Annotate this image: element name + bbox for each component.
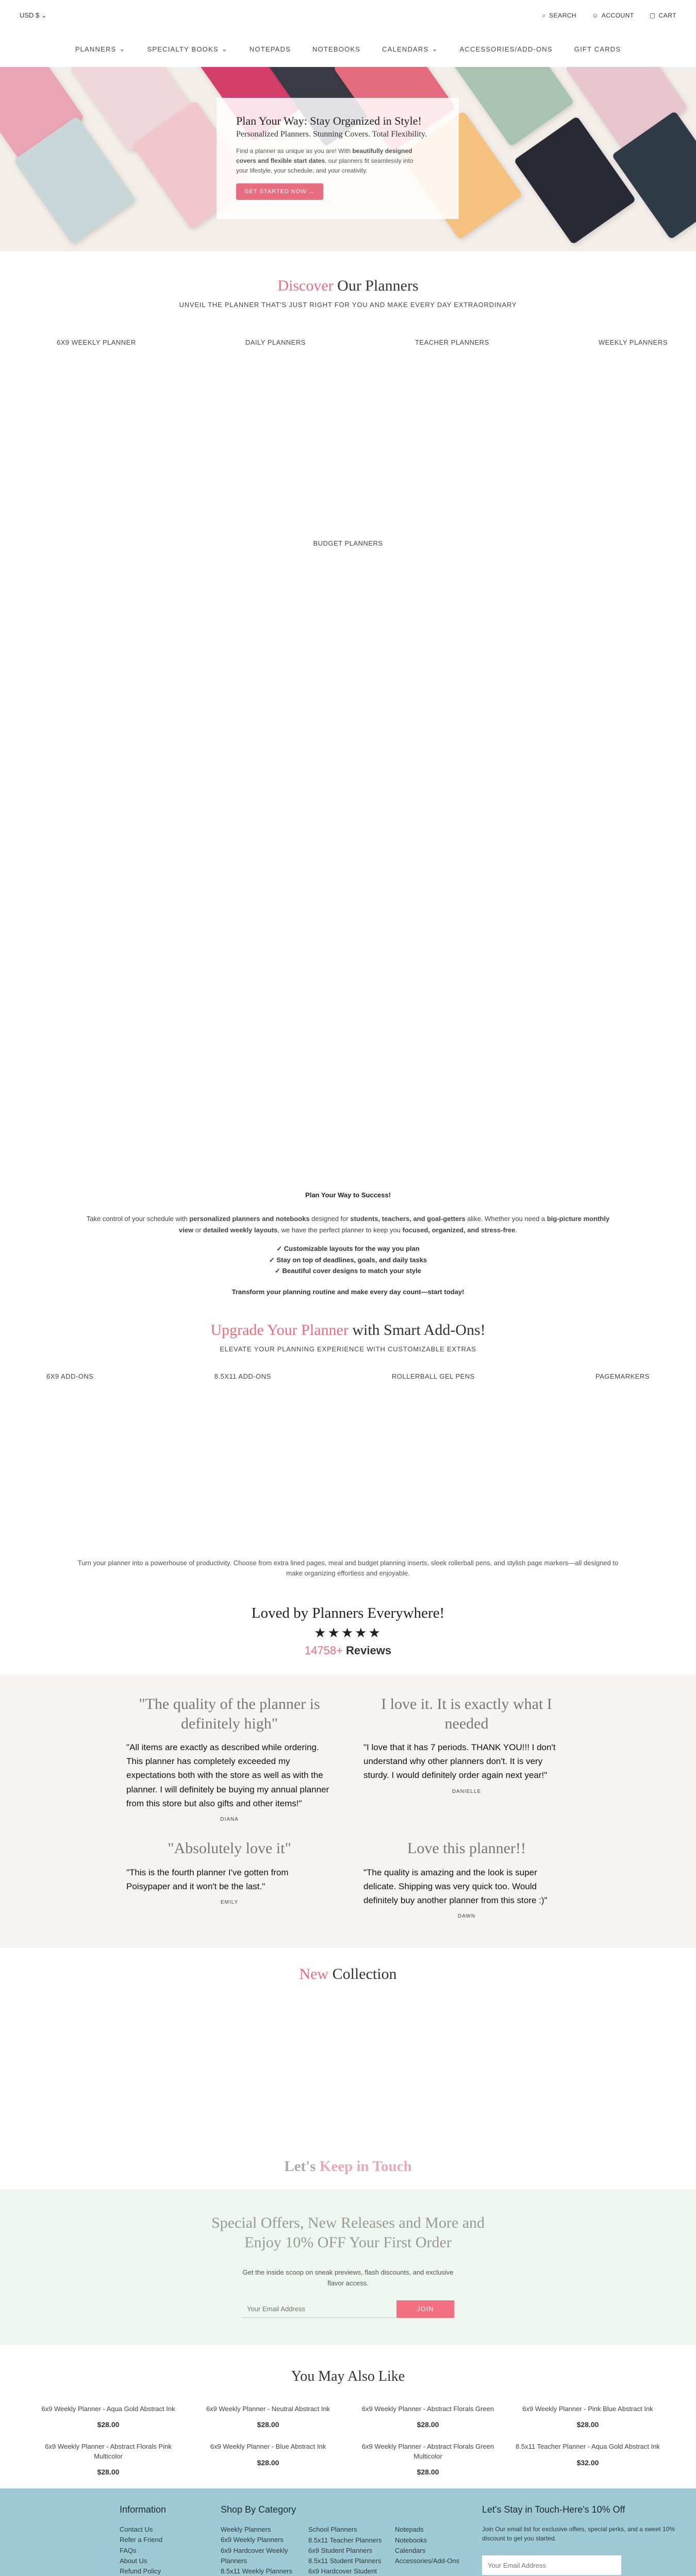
footer-shop-col2 [308,2524,391,2576]
testimonial-body: "The quality is amazing and the look is super delicate. Shipping was very quick too. Would definitely buy another planner from this store :)" [363,1867,548,1905]
discover-subtitle: UNVEIL THE PLANNER THAT'S JUST RIGHT FOR YOU AND MAKE EVERY DAY EXTRAORDINARY [179,301,517,309]
keep-in-touch-title [0,2158,696,2175]
signup-body: Get the inside scoop on sneak previews, flash discounts, and exclusive flavor access. [242,2268,454,2287]
footer-link[interactable]: About Us [120,2556,147,2565]
site-footer [0,2488,696,2576]
nav-item-gift-cards[interactable] [574,45,621,53]
tab-teacher[interactable]: TEACHER PLANNERS [415,338,489,346]
para-text: designed for [309,1215,351,1223]
reviews-count[interactable] [0,1644,696,1657]
chevron-down-icon: ⌄ [432,45,438,53]
benefit-item: ✓ Stay on top of deadlines, goals, and daily tasks [269,1256,427,1264]
testimonials-section [0,1675,696,1948]
also-like-title: You May Also Like [291,2368,405,2384]
search-icon: ⌕ [542,11,546,19]
product-card[interactable] [196,2442,340,2477]
nav-label: PLANNERS [75,45,117,53]
para-text: . [515,1226,518,1234]
para-bold: detailed weekly layouts [203,1226,278,1234]
product-price: $28.00 [97,2420,120,2429]
product-price: $32.00 [576,2458,599,2467]
user-icon: ☺ [592,12,599,19]
testimonial-card [111,1831,348,1927]
product-price: $28.00 [257,2420,279,2429]
hero-body-bold: beautifully designed covers and flexible start dates [236,147,412,165]
new-collection-title [0,1965,696,1983]
title-accent: Keep in Touch [319,2158,412,2175]
signup-join-button[interactable]: JOIN [396,2300,454,2318]
footer-heading: Let's Stay in Touch-Here's 10% Off [482,2504,625,2515]
footer-link[interactable]: Accessories/Add-Ons [395,2556,459,2565]
title-rest: Collection [328,1965,397,1983]
testimonial-body: "All items are exactly as described while ordering. This planner has completely exceeded my expectations both with the store as well as with the planner. I will definitely be buying my annual planner from this store but also gifts and other items!" [126,1742,329,1808]
success-paragraph [80,1213,616,1236]
para-bold: students, teachers, and goal-getters [350,1215,466,1223]
reviews-title: Loved by Planners Everywhere! [251,1605,445,1622]
footer-link[interactable]: School Planners [308,2526,357,2534]
title-accent: Discover [277,277,334,294]
footer-information [120,2503,202,2576]
tab-budget[interactable]: BUDGET PLANNERS [313,539,383,547]
footer-link[interactable]: 8.5x11 Teacher Planners [308,2536,382,2544]
nav-item-notepads[interactable] [250,45,291,53]
para-bold: focused, organized, and stress-free [402,1226,516,1234]
newsletter-body: Join Our email list for exclusive offers, special perks, and a sweet 10% discount to get you started. [482,2526,675,2543]
footer-link[interactable]: FAQs [120,2546,137,2554]
signup-form [0,2300,696,2318]
nav-item-calendars[interactable] [382,45,438,53]
hero-body [236,146,417,176]
product-price: $28.00 [257,2458,279,2467]
search-link[interactable] [542,12,576,20]
para-bold: personalized planners and notebooks [189,1215,310,1223]
addon-tabs [0,1372,696,1380]
star-rating: ★★★★★ [314,1625,382,1641]
addons-title [0,1321,696,1339]
testimonial-author: DAWN [457,1913,476,1920]
benefit-item: ✓ Beautiful cover designs to match your style [275,1267,421,1275]
hero-title: Plan Your Way: Stay Organized in Style! [236,114,422,127]
product-card[interactable] [196,2404,340,2430]
chevron-down-icon: ⌄ [221,45,228,53]
top-bar [0,0,696,31]
testimonial-author: DANIELLE [452,1788,482,1794]
benefit-item: ✓ Customizable layouts for the way you plan [276,1245,420,1253]
newsletter-email-input[interactable] [482,2555,621,2575]
nav-label: CALENDARS [382,45,429,53]
product-card[interactable] [356,2404,500,2430]
testimonial-author: EMILY [220,1899,239,1905]
footer-link[interactable]: 8.5x11 Weekly Planners [221,2567,292,2575]
product-name: 6x9 Weekly Planner - Abstract Florals Green [361,2404,494,2413]
footer-link[interactable]: Calendars [395,2546,426,2554]
signup-email-input[interactable] [242,2300,396,2318]
product-card[interactable] [516,2442,660,2477]
nav-label: GIFT CARDS [574,45,621,53]
footer-link[interactable]: Notepads [395,2526,424,2534]
get-started-button[interactable]: GET STARTED NOW → [236,183,323,200]
also-like-section [0,2368,696,2478]
account-link[interactable] [592,12,634,19]
product-card[interactable] [356,2442,500,2477]
testimonial-author: DIANA [220,1817,239,1823]
search-label: SEARCH [549,12,577,19]
top-bar-actions [542,12,676,20]
product-card[interactable] [36,2442,180,2477]
title-rest: Let's [284,2158,320,2175]
chevron-down-icon: ⌄ [119,45,126,53]
product-name: 8.5x11 Teacher Planner - Aqua Gold Abstract Ink [516,2443,660,2451]
tab-6x9-addons[interactable]: 6X9 ADD-ONS [46,1372,94,1380]
title-rest: with Smart Add-Ons! [348,1321,486,1338]
testimonial-body: "This is the fourth planner I've gotten from Poisypaper and it won't be the last." [126,1867,289,1891]
para-text: alike. Whether you need a [465,1215,547,1223]
footer-link[interactable]: 6x9 Student Planners [308,2546,373,2554]
product-price: $28.00 [417,2420,439,2429]
para-text: Take control of your schedule with [86,1215,190,1223]
nav-item-specialty-books[interactable] [147,45,228,53]
para-text: , we have the perfect planner to keep you [277,1226,403,1234]
para-bold: big-picture monthly view [178,1215,610,1234]
tab-pagemarkers[interactable]: PAGEMARKERS [595,1372,650,1380]
testimonial-body: "I love that it has 7 periods. THANK YOU!!! I don't understand why other planners don't. It is very sturdy. I would definitely order again next year!" [363,1742,556,1781]
footer-link[interactable]: Notebooks [395,2536,427,2544]
testimonial-title: "Absolutely love it" [168,1840,291,1857]
collection-carousel [0,1983,696,2158]
nav-item-planners[interactable] [75,45,126,53]
footer-shop-col1 [221,2503,303,2576]
currency-selector[interactable]: USD $ ⌄ [20,11,47,19]
signup-title: Special Offers, New Releases and More and Enjoy 10% OFF Your First Order [211,2214,485,2251]
addons-description: Turn your planner into a powerhouse of productivity. Choose from extra lined pages, meal and budget planning inserts, sleek rollerball pens, and stylish page markers—all designed to make organizing effortless and enjoyable. [77,1558,619,1578]
cart-icon: ▢ [649,12,656,19]
nav-label: SPECIALTY BOOKS [147,45,219,53]
nav-label: ACCESSORIES/ADD-ONS [459,45,553,53]
product-grid [0,2404,696,2478]
addons-subtitle: ELEVATE YOUR PLANNING EXPERIENCE WITH CUSTOMIZABLE EXTRAS [220,1345,476,1353]
product-name: 6x9 Weekly Planner - Pink Blue Abstract Ink [522,2404,653,2413]
new-collection-section [0,1965,696,2175]
hero-card [217,98,459,219]
hero-subtitle: Personalized Planners. Stunning Covers. Total Flexibility. [236,130,427,139]
tab-gel-pens[interactable]: ROLLERBALL GEL PENS [391,1372,475,1380]
footer-link[interactable]: 8.5x11 Student Planners [308,2556,382,2565]
success-section [0,1191,696,1296]
planner-tabs [0,338,696,346]
testimonial-title: Love this planner!! [407,1840,526,1857]
testimonial-card [348,1831,585,1927]
title-accent: New [299,1965,329,1983]
main-nav [0,31,696,67]
currency-label: USD $ [20,11,40,19]
nav-label: NOTEPADS [249,45,291,53]
footer-link[interactable]: Refer a Friend [120,2536,163,2544]
title-rest: Our Planners [333,277,419,294]
nav-item-accessories[interactable] [459,45,552,53]
footer-group [221,2524,303,2576]
cart-link[interactable] [650,12,676,19]
testimonials-grid [0,1686,696,1927]
footer-link[interactable]: 6x9 Hardcover Weekly Planners [221,2546,288,2565]
footer-link[interactable]: 6x9 Hardcover Student [308,2567,377,2575]
testimonial-card [348,1686,585,1831]
success-heading: Plan Your Way to Success! [305,1191,391,1199]
reviews-summary [0,1605,696,1657]
hero-banner [0,67,696,251]
cart-label: CART [658,12,676,19]
account-label: ACCOUNT [601,12,634,19]
tab-weekly[interactable]: WEEKLY PLANNERS [598,338,668,346]
testimonial-title: "The quality of the planner is definitely high" [139,1696,320,1732]
discover-section [0,251,696,547]
addons-section [0,1321,696,1580]
footer-link[interactable]: 6x9 Weekly Planners [221,2536,284,2544]
footer-heading: Information [120,2504,167,2515]
hero-body-text: Find a planner as unique as you are! With [236,147,353,155]
benefits-list [0,1243,696,1276]
testimonial-card [111,1686,348,1831]
tab-8-5x11-addons[interactable]: 8.5X11 ADD-ONS [214,1372,271,1380]
footer-heading: Shop By Category [221,2504,296,2515]
product-card[interactable] [516,2404,660,2430]
footer-link[interactable]: Contact Us [120,2526,153,2534]
testimonial-title: I love it. It is exactly what I needed [381,1696,552,1732]
signup-section [0,2190,696,2345]
nav-label: NOTEBOOKS [312,45,361,53]
title-accent: Upgrade Your Planner [210,1321,349,1338]
hero-body-text: , our planners fit seamlessly into your lifestyle, your schedule, and your creativity. [236,157,413,175]
footer-link[interactable]: Refund Policy [120,2567,161,2575]
success-tagline: Transform your planning routine and make every day count—start today! [231,1287,465,1296]
product-price: $28.00 [417,2467,439,2476]
product-name: 6x9 Weekly Planner - Blue Abstract Ink [210,2443,326,2451]
review-label: Reviews [342,1644,392,1657]
product-name: 6x9 Weekly Planner - Abstract Florals Pink Multicolor [45,2443,172,2460]
product-name: 6x9 Weekly Planner - Abstract Florals Green Multicolor [361,2443,494,2460]
discover-title [0,277,696,295]
product-price: $28.00 [97,2467,120,2476]
footer-shop-col3 [395,2524,467,2566]
tab-daily[interactable]: DAILY PLANNERS [245,338,306,346]
product-name: 6x9 Weekly Planner - Neutral Abstract Ink [206,2404,330,2413]
review-number: 14758+ [304,1644,343,1657]
nav-item-notebooks[interactable] [312,45,360,53]
product-name: 6x9 Weekly Planner - Aqua Gold Abstract Ink [41,2404,175,2413]
footer-newsletter [482,2503,678,2576]
tab-6x9-weekly[interactable]: 6X9 WEEKLY PLANNER [57,338,136,346]
product-price: $28.00 [576,2420,599,2429]
footer-group [308,2524,391,2576]
product-card[interactable] [36,2404,180,2430]
para-text: or [193,1226,203,1234]
footer-link[interactable]: Weekly Planners [221,2526,271,2534]
